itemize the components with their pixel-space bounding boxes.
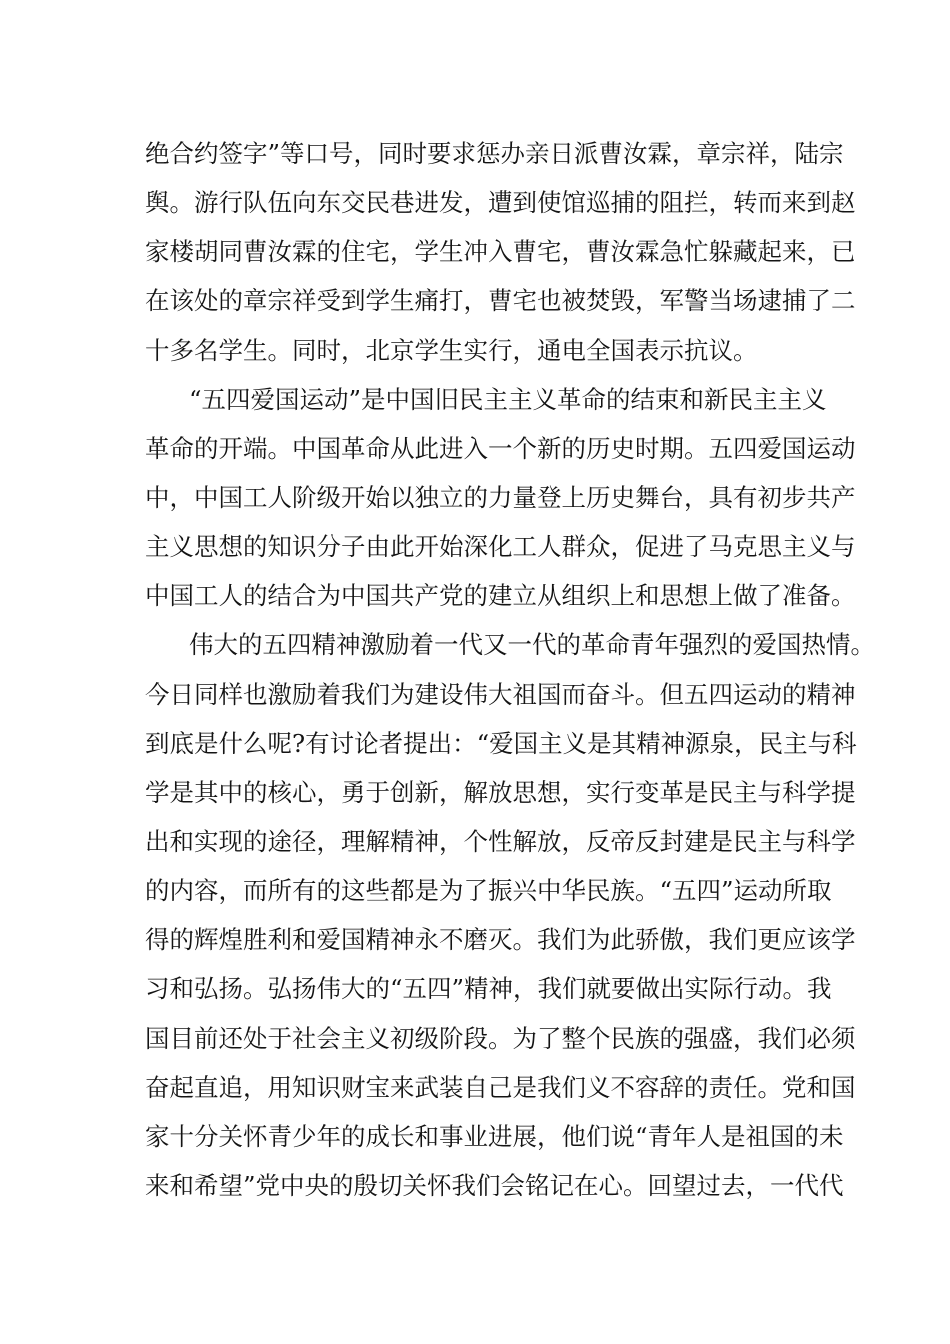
text-line: 奋起直追，用知识财宝来武装自己是我们义不容辞的责任。党和国: [145, 1072, 856, 1102]
text-line: 出和实现的途径，理解精神，个性解放，反帝反封建是民主与科学: [145, 826, 856, 856]
text-line: 今日同样也激励着我们为建设伟大祖国而奋斗。但五四运动的精神: [145, 679, 856, 709]
text-line: 家楼胡同曹汝霖的住宅，学生冲入曹宅，曹汝霖急忙躲藏起来，已: [145, 237, 856, 267]
text-line: 国目前还处于社会主义初级阶段。为了整个民族的强盛，我们必须: [145, 1023, 856, 1053]
text-line: 十多名学生。同时，北京学生实行，通电全国表示抗议。: [145, 335, 758, 365]
paragraph-start-line: “五四爱国运动”是中国旧民主主义革命的结束和新民主主义: [189, 384, 827, 414]
text-line: 学是其中的核心，勇于创新，解放思想，实行变革是民主与科学提: [145, 777, 856, 807]
text-line: 革命的开端。中国革命从此进入一个新的历史时期。五四爱国运动: [145, 433, 856, 463]
text-line: 绝合约签字”等口号，同时要求惩办亲日派曹汝霖，章宗祥，陆宗: [145, 139, 844, 168]
text-line: 到底是什么呢?有讨论者提出：“爱国主义是其精神源泉，民主与科: [145, 728, 857, 758]
paragraph-start-line: 伟大的五四精神激励着一代又一代的革命青年强烈的爱国热情。: [189, 630, 875, 660]
text-line: 主义思想的知识分子由此开始深化工人群众，促进了马克思主义与: [145, 532, 856, 562]
text-line: 的内容，而所有的这些都是为了振兴中华民族。“五四”运动所取: [145, 876, 832, 906]
text-line: 习和弘扬。弘扬伟大的“五四”精神，我们就要做出实际行动。我: [145, 974, 832, 1004]
text-line: 中，中国工人阶级开始以独立的力量登上历史舞台，具有初步共产: [145, 482, 856, 512]
text-line: 中国工人的结合为中国共产党的建立从组织上和思想上做了准备。: [145, 581, 856, 611]
text-line: 来和希望”党中央的殷切关怀我们会铭记在心。回望过去，一代代: [145, 1170, 844, 1200]
text-line: 家十分关怀青少年的成长和事业进展，他们说“青年人是祖国的未: [145, 1121, 844, 1151]
text-line: 得的辉煌胜利和爱国精神永不磨灭。我们为此骄傲，我们更应该学: [145, 925, 856, 955]
body-text: [145, 129, 875, 1210]
text-line: 舆。游行队伍向东交民巷进发，遭到使馆巡捕的阻拦，转而来到赵: [145, 188, 856, 218]
text-line: 在该处的章宗祥受到学生痛打，曹宅也被焚毁，军警当场逮捕了二: [145, 286, 856, 316]
